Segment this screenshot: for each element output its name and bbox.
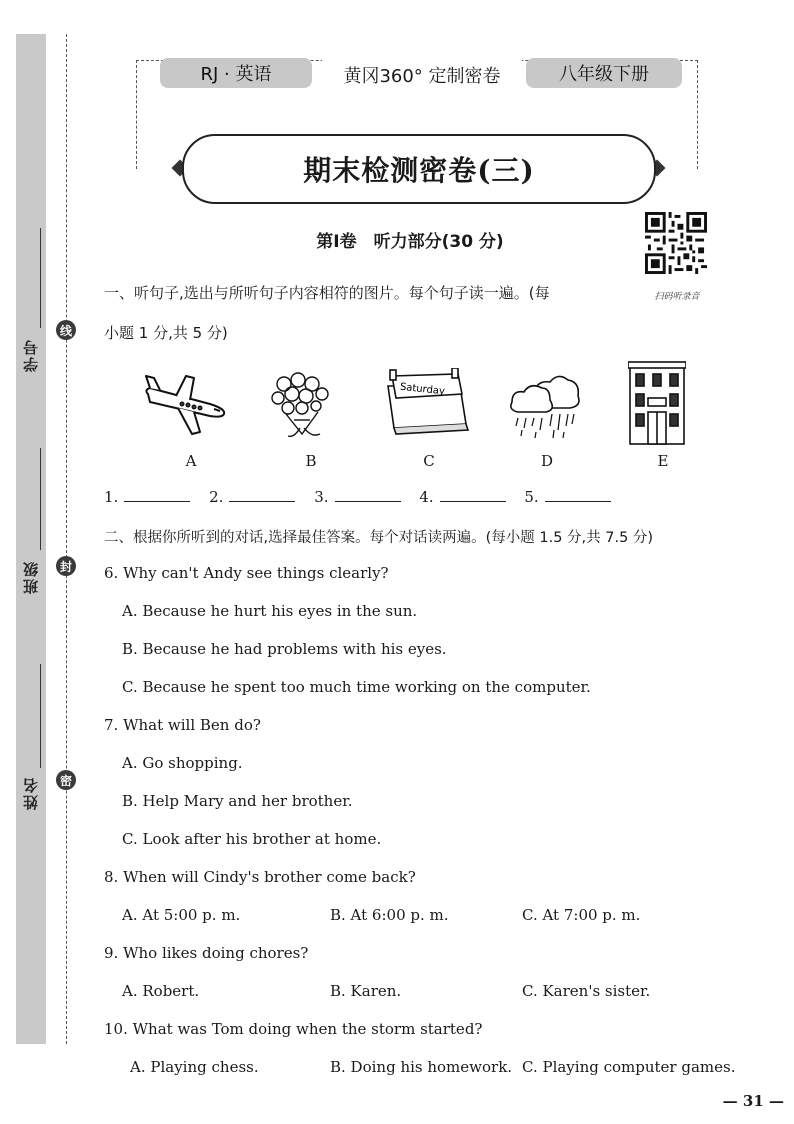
flower-bouquet-icon bbox=[266, 372, 338, 442]
series-title: 黄冈360° 定制密卷 bbox=[322, 58, 522, 92]
question-6-option-b: B. Because he had problems with his eyes. bbox=[122, 640, 447, 658]
question-7-option-b: B. Help Mary and her brother. bbox=[122, 792, 353, 810]
answer-blank[interactable] bbox=[440, 501, 506, 502]
name-label: 姓名 bbox=[22, 776, 40, 810]
qr-caption: 扫码听录音 bbox=[654, 292, 700, 302]
rain-cloud-icon bbox=[506, 370, 582, 440]
student-number-label: 学号 bbox=[22, 338, 40, 372]
seal-seal-icon: 封 bbox=[56, 556, 76, 576]
blank-number: 1. bbox=[104, 488, 119, 506]
question-7-option-c: C. Look after his brother at home. bbox=[122, 830, 382, 848]
question-7-option-a: A. Go shopping. bbox=[122, 754, 243, 772]
answer-blank[interactable] bbox=[545, 501, 611, 502]
question-10: 10. What was Tom doing when the storm started? bbox=[104, 1020, 483, 1038]
airplane-icon bbox=[140, 372, 230, 438]
seal-secret-icon: 密 bbox=[56, 770, 76, 790]
seal-line-icon: 线 bbox=[56, 320, 76, 340]
question-9-option-a: A. Robert. bbox=[122, 982, 200, 1000]
question-10-option-a: A. Playing chess. bbox=[130, 1058, 259, 1076]
calendar-icon bbox=[382, 368, 470, 440]
question-10-option-b: B. Doing his homework. bbox=[330, 1058, 513, 1076]
class-label: 班级 bbox=[22, 560, 40, 594]
qr-code-icon bbox=[645, 212, 707, 274]
blank-number: 2. bbox=[209, 488, 224, 506]
part2-instruction: 二、根据你所听到的对话,选择最佳答案。每个对话读两遍。(每小题 1.5 分,共 7.5 分) bbox=[104, 530, 654, 546]
student-number-line bbox=[40, 228, 41, 328]
question-8-option-b: B. At 6:00 p. m. bbox=[330, 906, 449, 924]
question-9-option-c: C. Karen's sister. bbox=[522, 982, 651, 1000]
question-6-option-a: A. Because he hurt his eyes in the sun. bbox=[122, 602, 418, 620]
name-line bbox=[40, 664, 41, 768]
blank-number: 5. bbox=[524, 488, 539, 506]
building-icon bbox=[628, 360, 686, 446]
answer-blanks bbox=[104, 488, 625, 506]
blank-number: 3. bbox=[314, 488, 329, 506]
question-8: 8. When will Cindy's brother come back? bbox=[104, 868, 416, 886]
part1-instruction-line2: 小题 1 分,共 5 分) bbox=[104, 324, 228, 342]
question-9-option-b: B. Karen. bbox=[330, 982, 402, 1000]
question-9: 9. Who likes doing chores? bbox=[104, 944, 309, 962]
exam-title: 期末检测密卷(三) bbox=[182, 134, 656, 204]
question-8-option-a: A. At 5:00 p. m. bbox=[122, 906, 241, 924]
picture-label-d: D bbox=[540, 452, 554, 470]
question-7: 7. What will Ben do? bbox=[104, 716, 261, 734]
question-6-option-c: C. Because he spent too much time working on the computer. bbox=[122, 678, 591, 696]
page-number: — 31 — bbox=[722, 1092, 784, 1110]
answer-blank[interactable] bbox=[335, 501, 401, 502]
binding-strip bbox=[16, 34, 46, 1044]
blank-number: 4. bbox=[419, 488, 434, 506]
question-10-option-c: C. Playing computer games. bbox=[522, 1058, 736, 1076]
subject-pill: RJ · 英语 bbox=[160, 58, 312, 88]
grade-pill: 八年级下册 bbox=[526, 58, 682, 88]
picture-label-b: B bbox=[305, 452, 317, 470]
question-6: 6. Why can't Andy see things clearly? bbox=[104, 564, 389, 582]
picture-label-e: E bbox=[657, 452, 669, 470]
class-line bbox=[40, 448, 41, 550]
question-8-option-c: C. At 7:00 p. m. bbox=[522, 906, 641, 924]
part1-instruction-line1: 一、听句子,选出与所听句子内容相符的图片。每个句子读一遍。(每 bbox=[104, 284, 550, 302]
calendar-saturday-text: Saturday bbox=[399, 381, 446, 398]
binding-dashed-line bbox=[66, 34, 67, 1044]
picture-label-a: A bbox=[185, 452, 197, 470]
picture-label-c: C bbox=[423, 452, 435, 470]
section-title: 第Ⅰ卷 听力部分(30 分) bbox=[316, 232, 504, 252]
answer-blank[interactable] bbox=[229, 501, 295, 502]
answer-blank[interactable] bbox=[124, 501, 190, 502]
